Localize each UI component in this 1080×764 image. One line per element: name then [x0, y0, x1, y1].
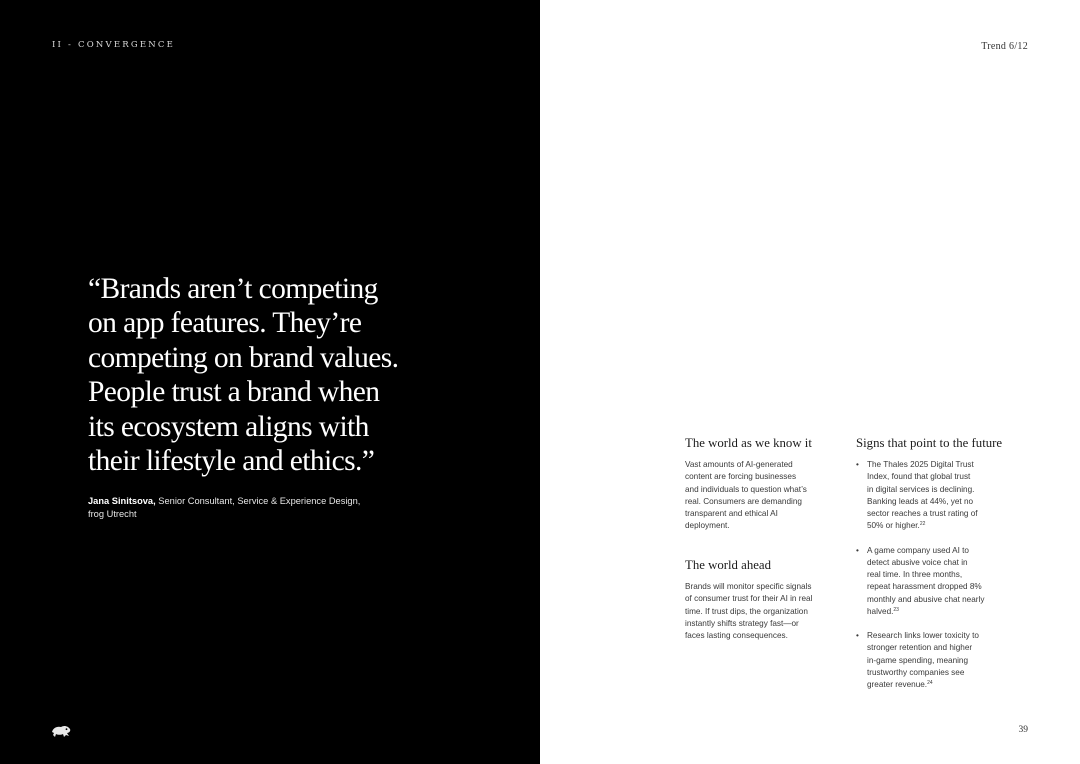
list-item: [856, 459, 1016, 533]
text-line-content: halved.: [867, 606, 894, 616]
text-line: repeat harassment dropped 8%: [867, 582, 982, 592]
bullet-icon: •: [856, 545, 859, 555]
quote-line: “Brands aren’t competing: [88, 273, 378, 305]
text-line: faces lasting consequences.: [685, 631, 788, 640]
text-line: Research links lower toxicity to: [867, 631, 979, 640]
text-line: in-game spending, meaning: [867, 655, 969, 665]
text-line: A game company used AI to: [867, 545, 969, 555]
quote-line: its ecosystem aligns with: [88, 410, 369, 443]
quote-line: People trust a brand when: [88, 376, 380, 409]
text-line: time. If trust dips, the organization: [685, 606, 808, 616]
text-line: in digital services is declining.: [867, 484, 975, 494]
list-item: [856, 630, 1016, 691]
text-line: detect abusive voice chat in: [867, 557, 968, 567]
text-line: The Thales 2025 Digital Trust: [867, 460, 974, 469]
signals-list: [856, 459, 1016, 703]
attribution-name: Jana Sinitsova,: [88, 496, 156, 506]
pull-quote: [88, 272, 418, 478]
bullet-icon: •: [856, 460, 859, 469]
text-line: Vast amounts of AI-generated: [685, 460, 793, 469]
text-line: Index, found that global trust: [867, 472, 971, 482]
text-line: stronger retention and higher: [867, 643, 973, 653]
text-line: instantly shifts strategy fast—or: [685, 618, 799, 628]
trend-label: Trend 6/12: [981, 41, 1028, 52]
text-line: transparent and ethical AI: [685, 509, 778, 518]
text-line: Banking leads at 44%, yet no: [867, 496, 974, 506]
text-line: real time. In three months,: [867, 570, 963, 579]
text-line: monthly and abusive chat nearly: [867, 594, 985, 604]
quote-line: competing on brand values.: [88, 341, 399, 374]
text-line: sector reaches a trust rating of: [867, 509, 978, 518]
text-line: [867, 606, 1016, 618]
footnote-ref: 24: [927, 680, 933, 686]
signals-heading: Signs that point to the future: [856, 436, 1003, 450]
world-known-text: [685, 459, 835, 533]
text-line-content: 50% or higher.: [867, 521, 920, 531]
text-line: and individuals to question what’s: [685, 484, 807, 494]
footnote-ref: 23: [893, 606, 899, 613]
text-line: Brands will monitor specific signals: [685, 582, 812, 591]
bullet-icon: •: [856, 631, 859, 640]
quote-line: on app features. They’re: [88, 307, 362, 340]
world-ahead-heading: The world ahead: [685, 558, 771, 572]
right-panel: [540, 0, 1080, 764]
text-line-content: greater revenue.: [867, 680, 928, 689]
text-line: [867, 520, 1016, 532]
text-line: real. Consumers are demanding: [685, 496, 802, 506]
world-ahead-text: [685, 581, 835, 642]
attribution-role: Senior Consultant, Service & Experience Design,: [155, 496, 361, 506]
text-line: trustworthy companies see: [867, 667, 965, 677]
list-item: [856, 545, 1016, 619]
text-line: [867, 679, 1016, 691]
page-number: 39: [1018, 725, 1028, 735]
section-label: II - CONVERGENCE: [52, 40, 175, 50]
text-line: of consumer trust for their AI in real: [685, 594, 813, 604]
attribution-org: frog Utrecht: [88, 508, 137, 519]
frog-logo-icon: [50, 723, 72, 739]
quote-attribution: [88, 495, 388, 520]
text-line: content are forcing businesses: [685, 472, 797, 482]
footnote-ref: 22: [919, 521, 926, 528]
quote-line: their lifestyle and ethics.”: [88, 445, 375, 478]
world-known-heading: The world as we know it: [685, 436, 812, 450]
text-line: deployment.: [685, 521, 730, 531]
